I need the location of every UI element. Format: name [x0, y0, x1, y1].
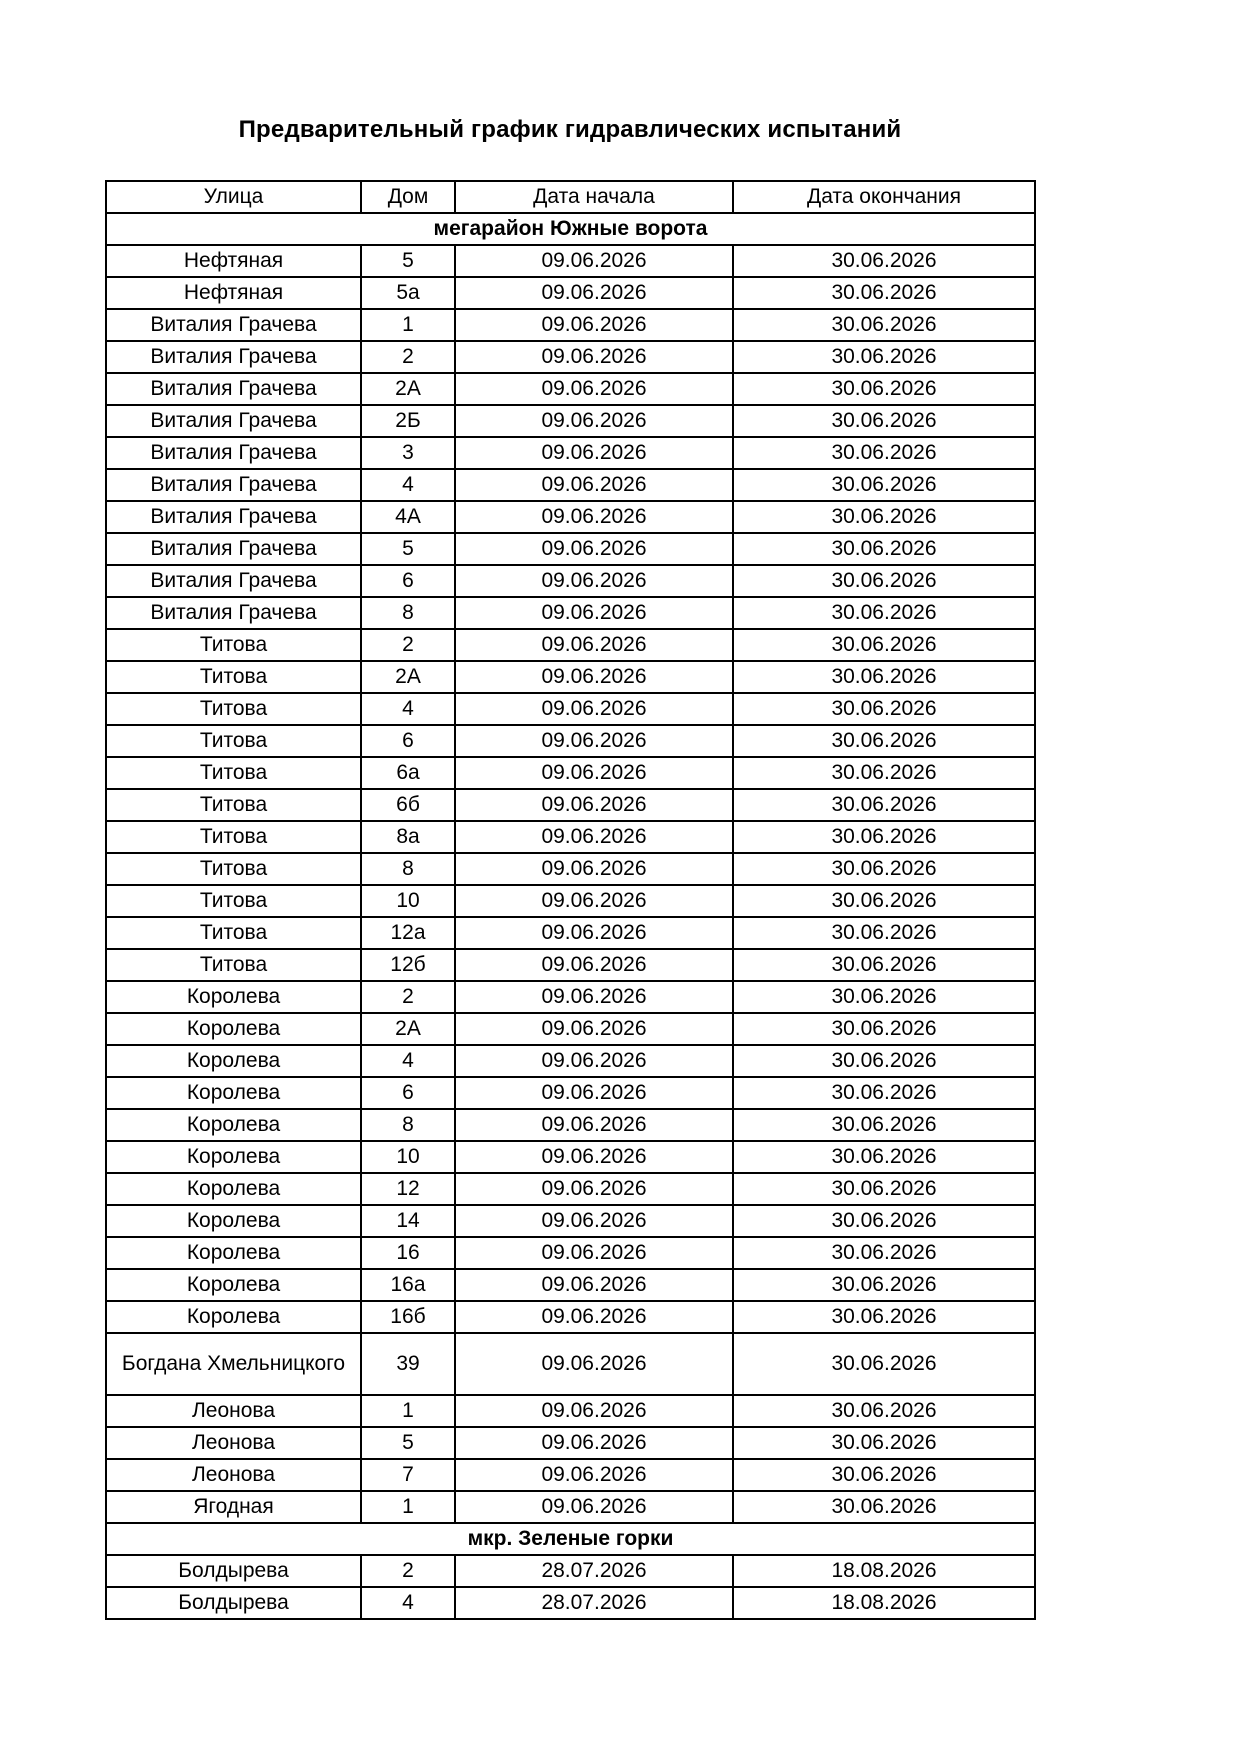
start-date-cell: 09.06.2026 [455, 757, 733, 789]
house-cell: 5 [361, 245, 455, 277]
street-cell: Болдырева [106, 1555, 361, 1587]
street-cell: Нефтяная [106, 277, 361, 309]
street-cell: Болдырева [106, 1587, 361, 1619]
table-row [106, 1269, 1035, 1301]
street-cell: Леонова [106, 1395, 361, 1427]
start-date-cell: 09.06.2026 [455, 853, 733, 885]
table-row [106, 1173, 1035, 1205]
table-row [106, 885, 1035, 917]
house-cell: 6 [361, 1077, 455, 1109]
end-date-cell: 30.06.2026 [733, 1301, 1035, 1333]
street-cell: Титова [106, 693, 361, 725]
end-date-cell: 18.08.2026 [733, 1587, 1035, 1619]
house-cell: 12а [361, 917, 455, 949]
street-cell: Королева [106, 1077, 361, 1109]
end-date-cell: 30.06.2026 [733, 789, 1035, 821]
table-row [106, 1013, 1035, 1045]
table-row [106, 469, 1035, 501]
start-date-cell: 28.07.2026 [455, 1555, 733, 1587]
house-cell: 10 [361, 885, 455, 917]
start-date-cell: 09.06.2026 [455, 341, 733, 373]
start-date-cell: 09.06.2026 [455, 1045, 733, 1077]
start-date-cell: 09.06.2026 [455, 373, 733, 405]
street-cell: Королева [106, 981, 361, 1013]
table-row [106, 1427, 1035, 1459]
house-cell: 1 [361, 1395, 455, 1427]
start-date-cell: 09.06.2026 [455, 1333, 733, 1395]
street-cell: Королева [106, 1013, 361, 1045]
section-row [106, 1523, 1035, 1555]
house-cell: 16 [361, 1237, 455, 1269]
table-row [106, 1587, 1035, 1619]
street-cell: Титова [106, 757, 361, 789]
start-date-cell: 09.06.2026 [455, 565, 733, 597]
start-date-cell: 09.06.2026 [455, 821, 733, 853]
column-header-end-date: Дата окончания [733, 181, 1035, 213]
table-row [106, 917, 1035, 949]
street-cell: Титова [106, 629, 361, 661]
house-cell: 5 [361, 533, 455, 565]
start-date-cell: 09.06.2026 [455, 469, 733, 501]
end-date-cell: 30.06.2026 [733, 1077, 1035, 1109]
start-date-cell: 09.06.2026 [455, 629, 733, 661]
table-row [106, 309, 1035, 341]
end-date-cell: 30.06.2026 [733, 309, 1035, 341]
table-row [106, 821, 1035, 853]
house-cell: 12 [361, 1173, 455, 1205]
start-date-cell: 09.06.2026 [455, 1301, 733, 1333]
street-cell: Королева [106, 1269, 361, 1301]
end-date-cell: 30.06.2026 [733, 853, 1035, 885]
start-date-cell: 09.06.2026 [455, 597, 733, 629]
table-row [106, 1237, 1035, 1269]
end-date-cell: 30.06.2026 [733, 661, 1035, 693]
end-date-cell: 30.06.2026 [733, 565, 1035, 597]
house-cell: 4 [361, 469, 455, 501]
house-cell: 4 [361, 1587, 455, 1619]
street-cell: Титова [106, 917, 361, 949]
house-cell: 6 [361, 565, 455, 597]
end-date-cell: 30.06.2026 [733, 437, 1035, 469]
end-date-cell: 30.06.2026 [733, 981, 1035, 1013]
section-title: мкр. Зеленые горки [106, 1523, 1035, 1555]
end-date-cell: 30.06.2026 [733, 405, 1035, 437]
house-cell: 12б [361, 949, 455, 981]
street-cell: Виталия Грачева [106, 405, 361, 437]
house-cell: 2 [361, 629, 455, 661]
house-cell: 3 [361, 437, 455, 469]
house-cell: 2А [361, 373, 455, 405]
house-cell: 39 [361, 1333, 455, 1395]
street-cell: Титова [106, 949, 361, 981]
street-cell: Виталия Грачева [106, 309, 361, 341]
end-date-cell: 18.08.2026 [733, 1555, 1035, 1587]
house-cell: 10 [361, 1141, 455, 1173]
house-cell: 2 [361, 341, 455, 373]
house-cell: 2А [361, 661, 455, 693]
street-cell: Титова [106, 885, 361, 917]
page-title: Предварительный график гидравлических испытаний [238, 116, 902, 143]
end-date-cell: 30.06.2026 [733, 1395, 1035, 1427]
start-date-cell: 09.06.2026 [455, 661, 733, 693]
house-cell: 7 [361, 1459, 455, 1491]
house-cell: 2Б [361, 405, 455, 437]
start-date-cell: 09.06.2026 [455, 245, 733, 277]
table-row [106, 981, 1035, 1013]
house-cell: 5а [361, 277, 455, 309]
start-date-cell: 09.06.2026 [455, 1173, 733, 1205]
end-date-cell: 30.06.2026 [733, 917, 1035, 949]
house-cell: 4 [361, 1045, 455, 1077]
table-row [106, 533, 1035, 565]
end-date-cell: 30.06.2026 [733, 629, 1035, 661]
table-row [106, 1301, 1035, 1333]
end-date-cell: 30.06.2026 [733, 693, 1035, 725]
house-cell: 1 [361, 309, 455, 341]
end-date-cell: 30.06.2026 [733, 373, 1035, 405]
end-date-cell: 30.06.2026 [733, 1109, 1035, 1141]
start-date-cell: 09.06.2026 [455, 1427, 733, 1459]
start-date-cell: 09.06.2026 [455, 693, 733, 725]
house-cell: 5 [361, 1427, 455, 1459]
street-cell: Виталия Грачева [106, 565, 361, 597]
street-cell: Титова [106, 821, 361, 853]
schedule-table [105, 180, 1036, 1620]
house-cell: 4 [361, 693, 455, 725]
house-cell: 14 [361, 1205, 455, 1237]
start-date-cell: 09.06.2026 [455, 309, 733, 341]
section-title: мегарайон Южные ворота [106, 213, 1035, 245]
street-cell: Королева [106, 1301, 361, 1333]
start-date-cell: 09.06.2026 [455, 1491, 733, 1523]
house-cell: 8а [361, 821, 455, 853]
end-date-cell: 30.06.2026 [733, 469, 1035, 501]
table-row [106, 1395, 1035, 1427]
house-cell: 8 [361, 597, 455, 629]
end-date-cell: 30.06.2026 [733, 725, 1035, 757]
table-row [106, 1491, 1035, 1523]
house-cell: 6б [361, 789, 455, 821]
end-date-cell: 30.06.2026 [733, 757, 1035, 789]
house-cell: 4А [361, 501, 455, 533]
end-date-cell: 30.06.2026 [733, 245, 1035, 277]
end-date-cell: 30.06.2026 [733, 1269, 1035, 1301]
table-row [106, 597, 1035, 629]
street-cell: Королева [106, 1141, 361, 1173]
start-date-cell: 09.06.2026 [455, 1395, 733, 1427]
end-date-cell: 30.06.2026 [733, 1173, 1035, 1205]
house-cell: 6а [361, 757, 455, 789]
start-date-cell: 09.06.2026 [455, 1109, 733, 1141]
street-cell: Виталия Грачева [106, 341, 361, 373]
table-row [106, 725, 1035, 757]
table-row [106, 1045, 1035, 1077]
table-row [106, 1077, 1035, 1109]
start-date-cell: 09.06.2026 [455, 725, 733, 757]
end-date-cell: 30.06.2026 [733, 1237, 1035, 1269]
table-body [106, 213, 1035, 1619]
end-date-cell: 30.06.2026 [733, 885, 1035, 917]
street-cell: Нефтяная [106, 245, 361, 277]
house-cell: 2 [361, 1555, 455, 1587]
end-date-cell: 30.06.2026 [733, 501, 1035, 533]
end-date-cell: 30.06.2026 [733, 277, 1035, 309]
table-row [106, 693, 1035, 725]
street-cell: Виталия Грачева [106, 469, 361, 501]
end-date-cell: 30.06.2026 [733, 1333, 1035, 1395]
house-cell: 16а [361, 1269, 455, 1301]
street-cell: Виталия Грачева [106, 437, 361, 469]
table-row [106, 341, 1035, 373]
start-date-cell: 09.06.2026 [455, 949, 733, 981]
end-date-cell: 30.06.2026 [733, 1013, 1035, 1045]
street-cell: Королева [106, 1045, 361, 1077]
street-cell: Виталия Грачева [106, 373, 361, 405]
table-row [106, 437, 1035, 469]
table-row [106, 1109, 1035, 1141]
start-date-cell: 09.06.2026 [455, 405, 733, 437]
table-row [106, 629, 1035, 661]
table-row [106, 1205, 1035, 1237]
start-date-cell: 09.06.2026 [455, 1459, 733, 1491]
table-row [106, 1459, 1035, 1491]
street-cell: Леонова [106, 1427, 361, 1459]
start-date-cell: 09.06.2026 [455, 277, 733, 309]
table-row [106, 565, 1035, 597]
end-date-cell: 30.06.2026 [733, 533, 1035, 565]
start-date-cell: 09.06.2026 [455, 1205, 733, 1237]
column-header-house: Дом [361, 181, 455, 213]
street-cell: Виталия Грачева [106, 501, 361, 533]
start-date-cell: 09.06.2026 [455, 885, 733, 917]
street-cell: Королева [106, 1205, 361, 1237]
street-cell: Королева [106, 1173, 361, 1205]
table-header-row [106, 181, 1035, 213]
table-row [106, 405, 1035, 437]
end-date-cell: 30.06.2026 [733, 341, 1035, 373]
table-row [106, 949, 1035, 981]
house-cell: 1 [361, 1491, 455, 1523]
street-cell: Титова [106, 853, 361, 885]
table-row [106, 1555, 1035, 1587]
house-cell: 2А [361, 1013, 455, 1045]
start-date-cell: 09.06.2026 [455, 981, 733, 1013]
house-cell: 6 [361, 725, 455, 757]
start-date-cell: 09.06.2026 [455, 1237, 733, 1269]
street-cell: Титова [106, 789, 361, 821]
table-row [106, 501, 1035, 533]
table-row [106, 277, 1035, 309]
start-date-cell: 09.06.2026 [455, 789, 733, 821]
end-date-cell: 30.06.2026 [733, 1141, 1035, 1173]
street-cell: Леонова [106, 1459, 361, 1491]
start-date-cell: 09.06.2026 [455, 1013, 733, 1045]
start-date-cell: 09.06.2026 [455, 501, 733, 533]
street-cell: Титова [106, 725, 361, 757]
house-cell: 8 [361, 1109, 455, 1141]
table-row [106, 245, 1035, 277]
end-date-cell: 30.06.2026 [733, 1205, 1035, 1237]
street-cell: Титова [106, 661, 361, 693]
section-row [106, 213, 1035, 245]
end-date-cell: 30.06.2026 [733, 597, 1035, 629]
house-cell: 2 [361, 981, 455, 1013]
start-date-cell: 28.07.2026 [455, 1587, 733, 1619]
house-cell: 8 [361, 853, 455, 885]
street-cell: Ягодная [106, 1491, 361, 1523]
table-row [106, 853, 1035, 885]
street-cell: Королева [106, 1109, 361, 1141]
end-date-cell: 30.06.2026 [733, 1459, 1035, 1491]
end-date-cell: 30.06.2026 [733, 1427, 1035, 1459]
house-cell: 16б [361, 1301, 455, 1333]
start-date-cell: 09.06.2026 [455, 1077, 733, 1109]
column-header-start-date: Дата начала [455, 181, 733, 213]
start-date-cell: 09.06.2026 [455, 1269, 733, 1301]
table-row [106, 373, 1035, 405]
table-row [106, 661, 1035, 693]
table-row [106, 1141, 1035, 1173]
end-date-cell: 30.06.2026 [733, 1045, 1035, 1077]
street-cell: Виталия Грачева [106, 533, 361, 565]
street-cell: Виталия Грачева [106, 597, 361, 629]
start-date-cell: 09.06.2026 [455, 917, 733, 949]
table-row [106, 1333, 1035, 1395]
street-cell: Королева [106, 1237, 361, 1269]
end-date-cell: 30.06.2026 [733, 1491, 1035, 1523]
start-date-cell: 09.06.2026 [455, 1141, 733, 1173]
column-header-street: Улица [106, 181, 361, 213]
end-date-cell: 30.06.2026 [733, 949, 1035, 981]
street-cell: Богдана Хмельницкого [106, 1333, 361, 1395]
table-row [106, 789, 1035, 821]
start-date-cell: 09.06.2026 [455, 437, 733, 469]
end-date-cell: 30.06.2026 [733, 821, 1035, 853]
table-row [106, 757, 1035, 789]
start-date-cell: 09.06.2026 [455, 533, 733, 565]
